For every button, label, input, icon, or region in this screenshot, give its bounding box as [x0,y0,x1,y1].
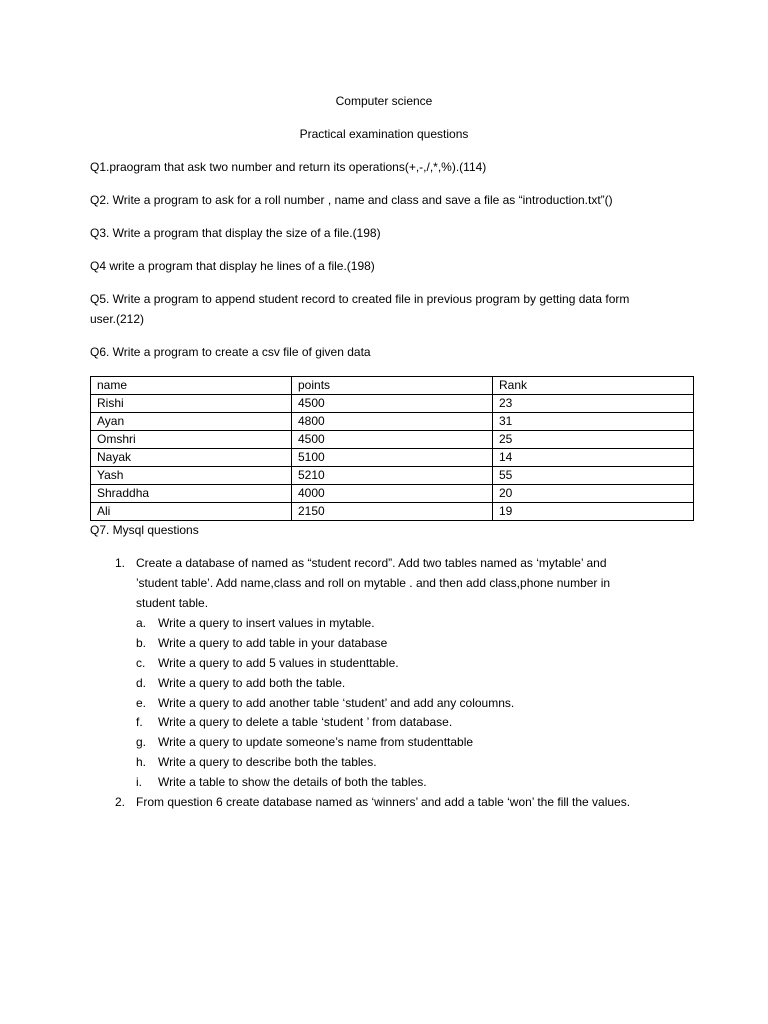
table-row [91,395,694,413]
sub-letter: f. [136,715,143,729]
csv-data-table [90,376,694,521]
mysql-item-1-line-2: ’student table’. Add name,class and roll on mytable . and then add class,phone number in [136,576,611,590]
cell-points: 2150 [292,503,493,521]
sub-letter: d. [136,676,147,690]
cell-points: 5100 [292,449,493,467]
cell-rank: 25 [493,431,694,449]
header-name: name [91,377,292,395]
cell-name: Yash [91,467,292,485]
cell-name: Ali [91,503,292,521]
cell-points: 5210 [292,467,493,485]
table-header-row [91,377,694,395]
mysql-item-1-line-1: Create a database of named as “student record”. Add two tables named as ‘mytable’ and [136,556,607,570]
table-row [91,485,694,503]
cell-rank: 20 [493,485,694,503]
mysql-item-2: From question 6 create database named as ‘winners’ and add a table ‘won’ the fill the values. [136,795,631,809]
table-row [91,467,694,485]
cell-name: Omshri [91,431,292,449]
sub-letter: g. [136,735,147,749]
question-3: Q3. Write a program that display the size of a file.(198) [90,226,381,240]
table-row [91,413,694,431]
sub-item-text: Write a query to update someone’s name from studenttable [158,735,474,749]
sub-item-text: Write a query to add table in your database [158,636,388,650]
sub-letter: c. [136,656,146,670]
list-number-2: 2. [115,795,126,809]
cell-points: 4500 [292,431,493,449]
sub-item-text: Write a query to add 5 values in studenttable. [158,656,399,670]
cell-name: Shraddha [91,485,292,503]
question-7: Q7. Mysql questions [90,523,199,537]
list-number-1: 1. [115,556,126,570]
cell-name: Ayan [91,413,292,431]
table-row [91,449,694,467]
sub-letter: i. [136,775,142,789]
sub-item-text: Write a query to add both the table. [158,676,346,690]
cell-rank: 19 [493,503,694,521]
sub-letter: b. [136,636,147,650]
cell-rank: 23 [493,395,694,413]
question-5-line-1: Q5. Write a program to append student record to created file in previous program by getting data form [90,292,630,306]
cell-name: Nayak [91,449,292,467]
document-subtitle: Practical examination questions [299,127,469,141]
sub-item-text: Write a query to add another table ‘student’ and add any coloumns. [158,696,515,710]
document-title: Computer science [335,94,433,108]
question-5-line-2: user.(212) [90,312,145,326]
question-2: Q2. Write a program to ask for a roll number , name and class and save a file as “introduction.txt”() [90,193,613,207]
header-points: points [292,377,493,395]
question-4: Q4 write a program that display he lines of a file.(198) [90,259,375,273]
cell-points: 4500 [292,395,493,413]
sub-item-text: Write a query to describe both the tables. [158,755,377,769]
question-6: Q6. Write a program to create a csv file of given data [90,345,371,359]
cell-rank: 31 [493,413,694,431]
header-rank: Rank [493,377,694,395]
sub-item-text: Write a table to show the details of both the tables. [158,775,427,789]
cell-rank: 14 [493,449,694,467]
table-row [91,431,694,449]
table-row [91,503,694,521]
sub-letter: h. [136,755,147,769]
mysql-item-1-line-3: student table. [136,596,209,610]
cell-points: 4800 [292,413,493,431]
sub-item-text: Write a query to delete a table ‘student ’ from database. [158,715,453,729]
question-1: Q1.praogram that ask two number and return its operations(+,-,/,*,%).(114) [90,160,487,174]
cell-points: 4000 [292,485,493,503]
sub-item-text: Write a query to insert values in mytable. [158,616,375,630]
cell-name: Rishi [91,395,292,413]
cell-rank: 55 [493,467,694,485]
sub-letter: a. [136,616,147,630]
sub-letter: e. [136,696,147,710]
